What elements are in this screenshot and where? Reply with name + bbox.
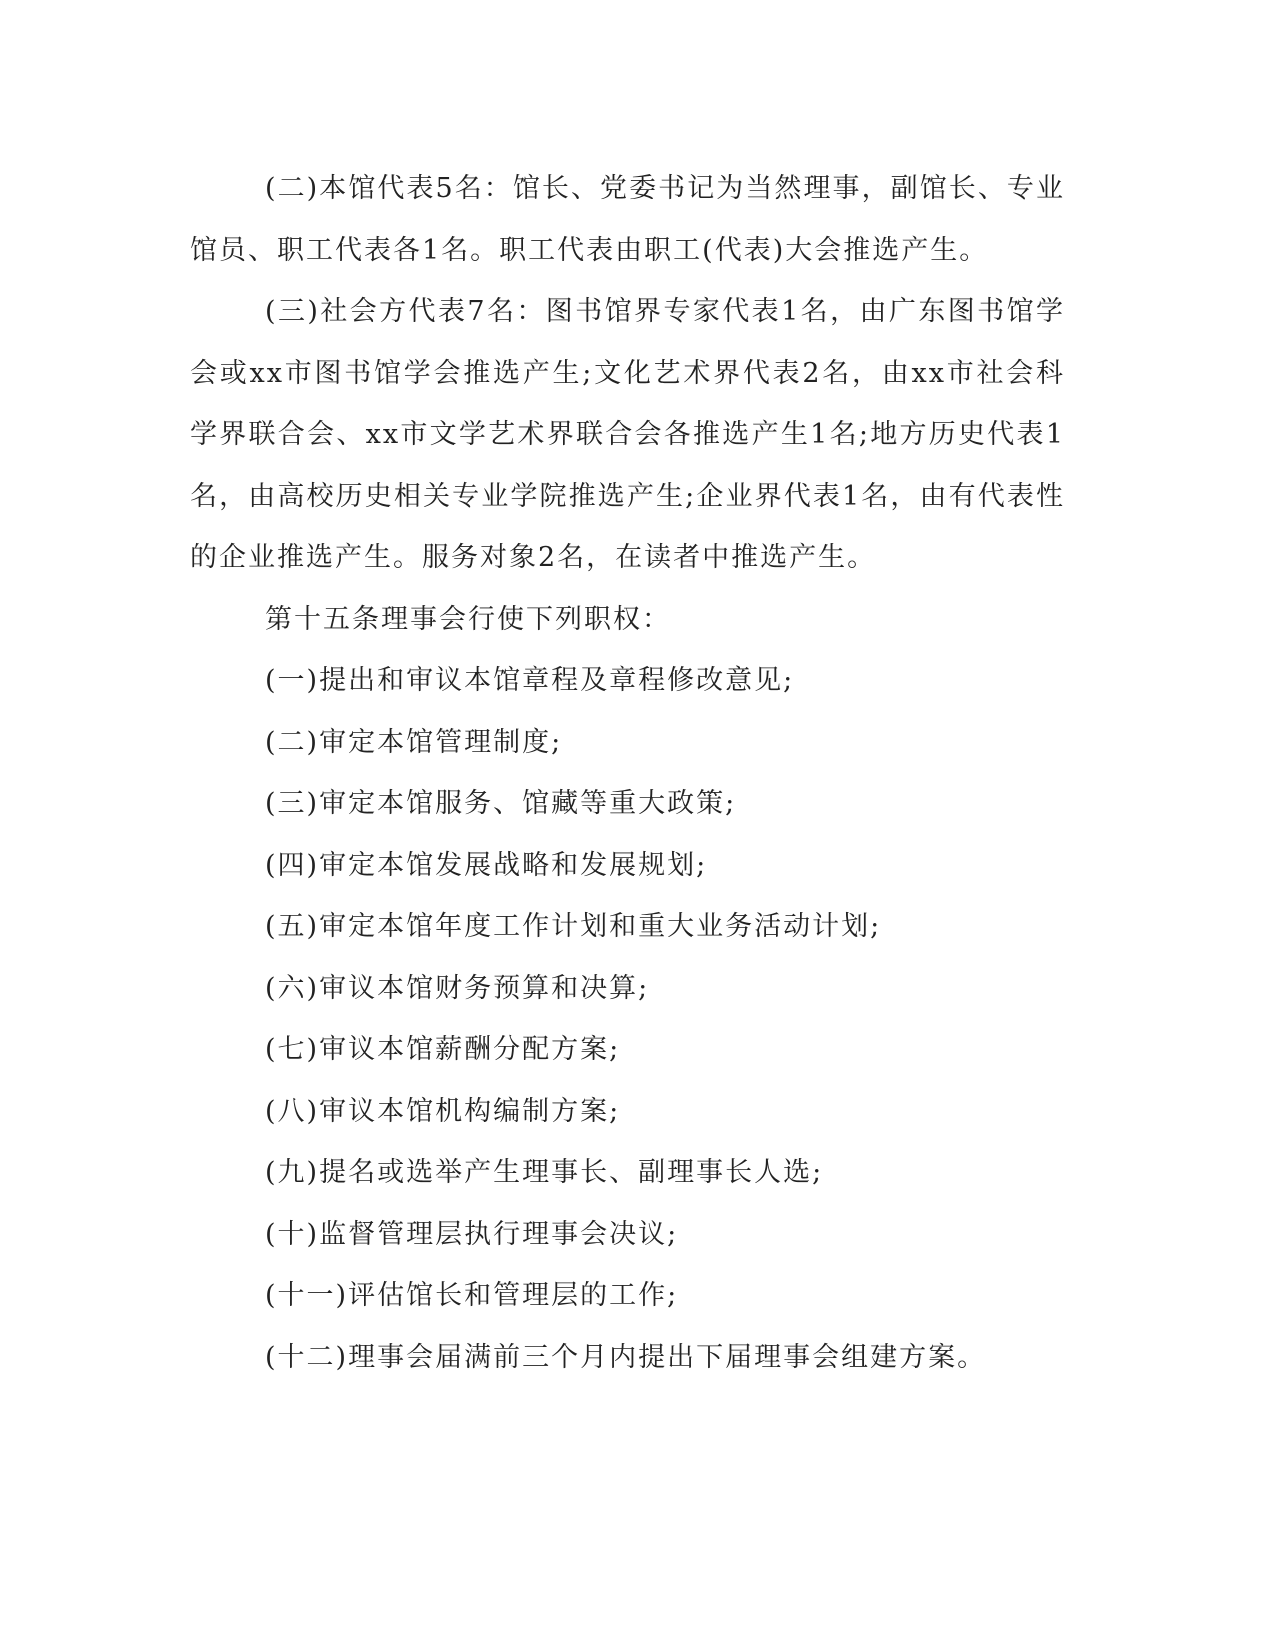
power-item-2: (二)审定本馆管理制度; bbox=[265, 726, 563, 758]
power-item-8: (八)审议本馆机构编制方案; bbox=[265, 1095, 621, 1127]
power-item-11: (十一)评估馆长和管理层的工作; bbox=[265, 1280, 679, 1311]
paragraph-staff-representatives: (二)本馆代表5名：馆长、党委书记为当然理事，副馆长、专业馆员、职工代表各1名。职工代表由职工(代表)大会推选产生。 bbox=[190, 173, 1065, 266]
power-item-7: (七)审议本馆薪酬分配方案; bbox=[265, 1034, 621, 1065]
power-item-12: (十二)理事会届满前三个月内提出下届理事会组建方案。 bbox=[265, 1341, 987, 1373]
power-item-9: (九)提名或选举产生理事长、副理事长人选; bbox=[265, 1157, 824, 1188]
paragraph-social-representatives: (三)社会方代表7名：图书馆界专家代表1名，由广东图书馆学会或xx市图书馆学会推选产生;文化艺术界代表2名，由xx市社会科学界联合会、xx市文学艺术界联合会各推选产生1名;地方历史代表1名，由高校历史相关专业学院推选产生;企业界代表1名，由有代表性的企业推选产生。服务对象2名，在读者中推选产生。 bbox=[190, 296, 1065, 573]
power-item-6: (六)审议本馆财务预算和决算; bbox=[265, 972, 650, 1004]
power-item-5: (五)审定本馆年度工作计划和重大业务活动计划; bbox=[265, 911, 882, 942]
article-15-heading: 第十五条理事会行使下列职权： bbox=[265, 603, 671, 635]
power-item-1: (一)提出和审议本馆章程及章程修改意见; bbox=[265, 665, 795, 696]
power-item-10: (十)监督管理层执行理事会决议; bbox=[265, 1218, 679, 1250]
power-item-3: (三)审定本馆服务、馆藏等重大政策; bbox=[265, 788, 737, 819]
document-body bbox=[190, 158, 1065, 1388]
power-item-4: (四)审定本馆发展战略和发展规划; bbox=[265, 849, 708, 881]
